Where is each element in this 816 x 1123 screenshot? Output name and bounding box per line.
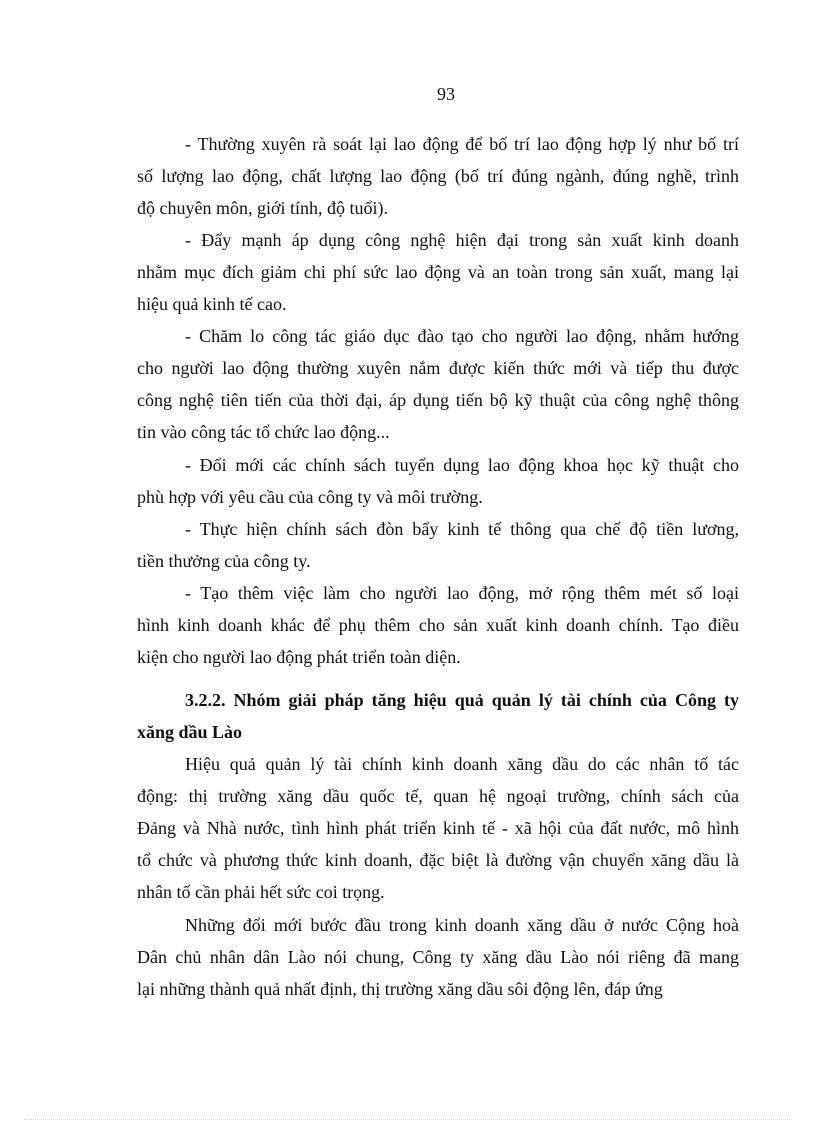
text-line: hình kinh doanh khác để phụ thêm cho sản xuất kinh doanh chính. Tạo điều bbox=[137, 615, 739, 635]
text-line: kiện cho người lao động phát triển toàn diện. bbox=[137, 647, 461, 667]
text-line: - Thực hiện chính sách đòn bẩy kinh tế thông qua chế độ tiền lương, bbox=[185, 519, 739, 539]
text-line: - Đẩy mạnh áp dụng công nghệ hiện đại trong sản xuất kinh doanh bbox=[185, 230, 739, 250]
paragraph-7 bbox=[137, 748, 739, 908]
text-line: Những đổi mới bước đầu trong kinh doanh xăng dầu ở nước Cộng hoà bbox=[185, 915, 739, 935]
text-line: công nghệ tiên tiến của thời đại, áp dụng tiến bộ kỹ thuật của công nghệ thông bbox=[137, 390, 739, 410]
text-line: độ chuyên môn, giới tính, độ tuổi). bbox=[137, 198, 388, 218]
text-line: tiền thưởng của công ty. bbox=[137, 551, 311, 571]
paragraph-4 bbox=[137, 449, 739, 513]
heading-line: xăng dầu Lào bbox=[137, 722, 243, 742]
text-line: Đảng và Nhà nước, tình hình phát triển kinh tế - xã hội của đất nước, mô hình bbox=[137, 818, 739, 838]
text-line: số lượng lao động, chất lượng lao động (bố trí đúng ngành, đúng nghề, trình bbox=[137, 166, 739, 186]
page-number: 93 bbox=[437, 84, 455, 104]
heading-line: 3.2.2. Nhóm giải pháp tăng hiệu quả quản lý tài chính của Công ty bbox=[185, 690, 739, 710]
text-line: nhân tố cần phải hết sức coi trọng. bbox=[137, 882, 385, 902]
section-heading bbox=[137, 684, 739, 748]
text-line: - Tạo thêm việc làm cho người lao động, mở rộng thêm mét số loại bbox=[185, 583, 739, 603]
text-line: - Thường xuyên rà soát lại lao động để bố trí lao động hợp lý như bố trí bbox=[185, 134, 739, 154]
paragraph-6 bbox=[137, 577, 739, 673]
paragraph-2 bbox=[137, 224, 739, 320]
text-line: tổ chức và phương thức kinh doanh, đặc biệt là đường vận chuyển xăng dầu là bbox=[137, 850, 739, 870]
text-line: Hiệu quả quản lý tài chính kinh doanh xăng dầu do các nhân tố tác bbox=[185, 754, 739, 774]
text-line: Dân chủ nhân dân Lào nói chung, Công ty xăng dầu Lào nói riêng đã mang bbox=[137, 947, 739, 967]
text-line: hiệu quả kinh tế cao. bbox=[137, 294, 287, 314]
text-line: cho người lao động thường xuyên nắm được kiến thức mới và tiếp thu được bbox=[137, 358, 739, 378]
text-line: tin vào công tác tổ chức lao động... bbox=[137, 422, 390, 442]
page-bottom-divider bbox=[24, 1119, 792, 1120]
paragraph-8 bbox=[137, 909, 739, 1005]
paragraph-1 bbox=[137, 128, 739, 224]
text-line: phù hợp với yêu cầu của công ty và môi trường. bbox=[137, 487, 483, 507]
text-line: - Chăm lo công tác giáo dục đào tạo cho người lao động, nhằm hướng bbox=[185, 326, 739, 346]
text-line: nhằm mục đích giảm chi phí sức lao động và an toàn trong sản xuất, mang lại bbox=[137, 262, 739, 282]
text-line: động: thị trường xăng dầu quốc tế, quan hệ ngoại trường, chính sách của bbox=[137, 786, 739, 806]
text-line: lại những thành quả nhất định, thị trường xăng dầu sôi động lên, đáp ứng bbox=[137, 979, 663, 999]
paragraph-5 bbox=[137, 513, 739, 577]
paragraph-3 bbox=[137, 320, 739, 448]
text-line: - Đổi mới các chính sách tuyển dụng lao động khoa học kỹ thuật cho bbox=[185, 455, 739, 475]
